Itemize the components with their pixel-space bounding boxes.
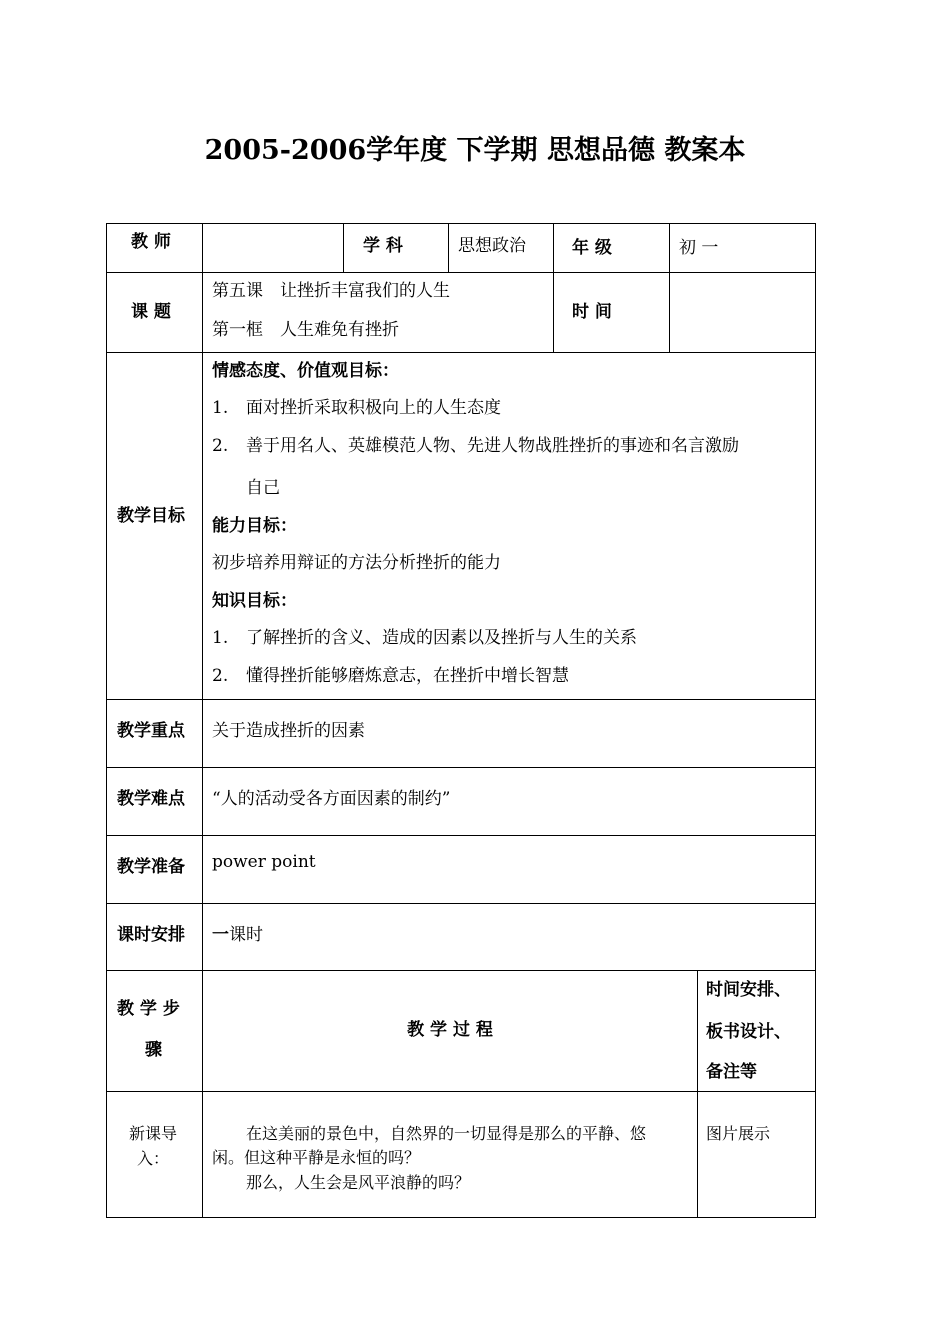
ability-heading: 能力目标： bbox=[212, 516, 297, 536]
time-label: 时 间 bbox=[572, 302, 612, 322]
grade-label: 年 级 bbox=[572, 238, 612, 258]
subject-value: 思想政治 bbox=[458, 236, 526, 256]
schedule-label: 课时安排 bbox=[117, 925, 185, 945]
intro-note: 图片展示 bbox=[706, 1124, 771, 1143]
emotion-item-2: 2. 善于用名人、英雄模范人物、先进人物战胜挫折的事迹和名言激励 bbox=[212, 436, 739, 456]
intro-label-line-1: 新课导 bbox=[129, 1124, 178, 1143]
grade-value: 初 一 bbox=[679, 238, 719, 258]
emotion-heading: 情感态度、价值观目标： bbox=[212, 361, 399, 381]
topic-line-1: 第五课 让挫折丰富我们的人生 bbox=[212, 281, 450, 301]
teacher-label: 教 师 bbox=[131, 232, 171, 252]
process-label: 教 学 过 程 bbox=[407, 1020, 493, 1040]
key-point-label: 教学重点 bbox=[117, 721, 185, 741]
intro-text-line-1: 在这美丽的景色中，自然界的一切显得是那么的平静、悠 bbox=[246, 1124, 647, 1143]
ability-text: 初步培养用辩证的方法分析挫折的能力 bbox=[212, 553, 501, 573]
preparation-label: 教学准备 bbox=[117, 857, 185, 877]
topic-label: 课 题 bbox=[131, 302, 171, 322]
intro-text-line-2: 闲。但这种平静是永恒的吗？ bbox=[212, 1148, 421, 1167]
steps-label-line-1: 教 学 步 bbox=[117, 999, 180, 1019]
knowledge-item-2: 2. 懂得挫折能够磨炼意志，在挫折中增长智慧 bbox=[212, 666, 569, 686]
objectives-label: 教学目标 bbox=[117, 506, 185, 526]
notes-label-line-3: 备注等 bbox=[706, 1062, 757, 1082]
topic-line-2: 第一框 人生难免有挫折 bbox=[212, 320, 399, 340]
notes-label-line-2: 板书设计、 bbox=[706, 1022, 791, 1042]
difficulty-label: 教学难点 bbox=[117, 789, 185, 809]
emotion-item-2-cont: 自己 bbox=[246, 478, 280, 498]
intro-text-line-3: 那么，人生会是风平浪静的吗？ bbox=[246, 1173, 471, 1192]
knowledge-heading: 知识目标： bbox=[212, 591, 297, 611]
schedule-value: 一课时 bbox=[212, 925, 263, 945]
page-title: 2005-2006学年度 下学期 思想品德 教案本 bbox=[204, 135, 746, 166]
steps-label-line-2: 骤 bbox=[145, 1040, 162, 1060]
preparation-value: power point bbox=[212, 852, 316, 872]
subject-label: 学 科 bbox=[363, 236, 403, 256]
key-point-value: 关于造成挫折的因素 bbox=[212, 721, 365, 741]
emotion-item-1: 1. 面对挫折采取积极向上的人生态度 bbox=[212, 398, 501, 418]
notes-label-line-1: 时间安排、 bbox=[706, 980, 791, 1000]
knowledge-item-1: 1. 了解挫折的含义、造成的因素以及挫折与人生的关系 bbox=[212, 628, 637, 648]
difficulty-value: “人的活动受各方面因素的制约” bbox=[212, 789, 451, 809]
intro-label-line-2: 入： bbox=[137, 1149, 170, 1168]
